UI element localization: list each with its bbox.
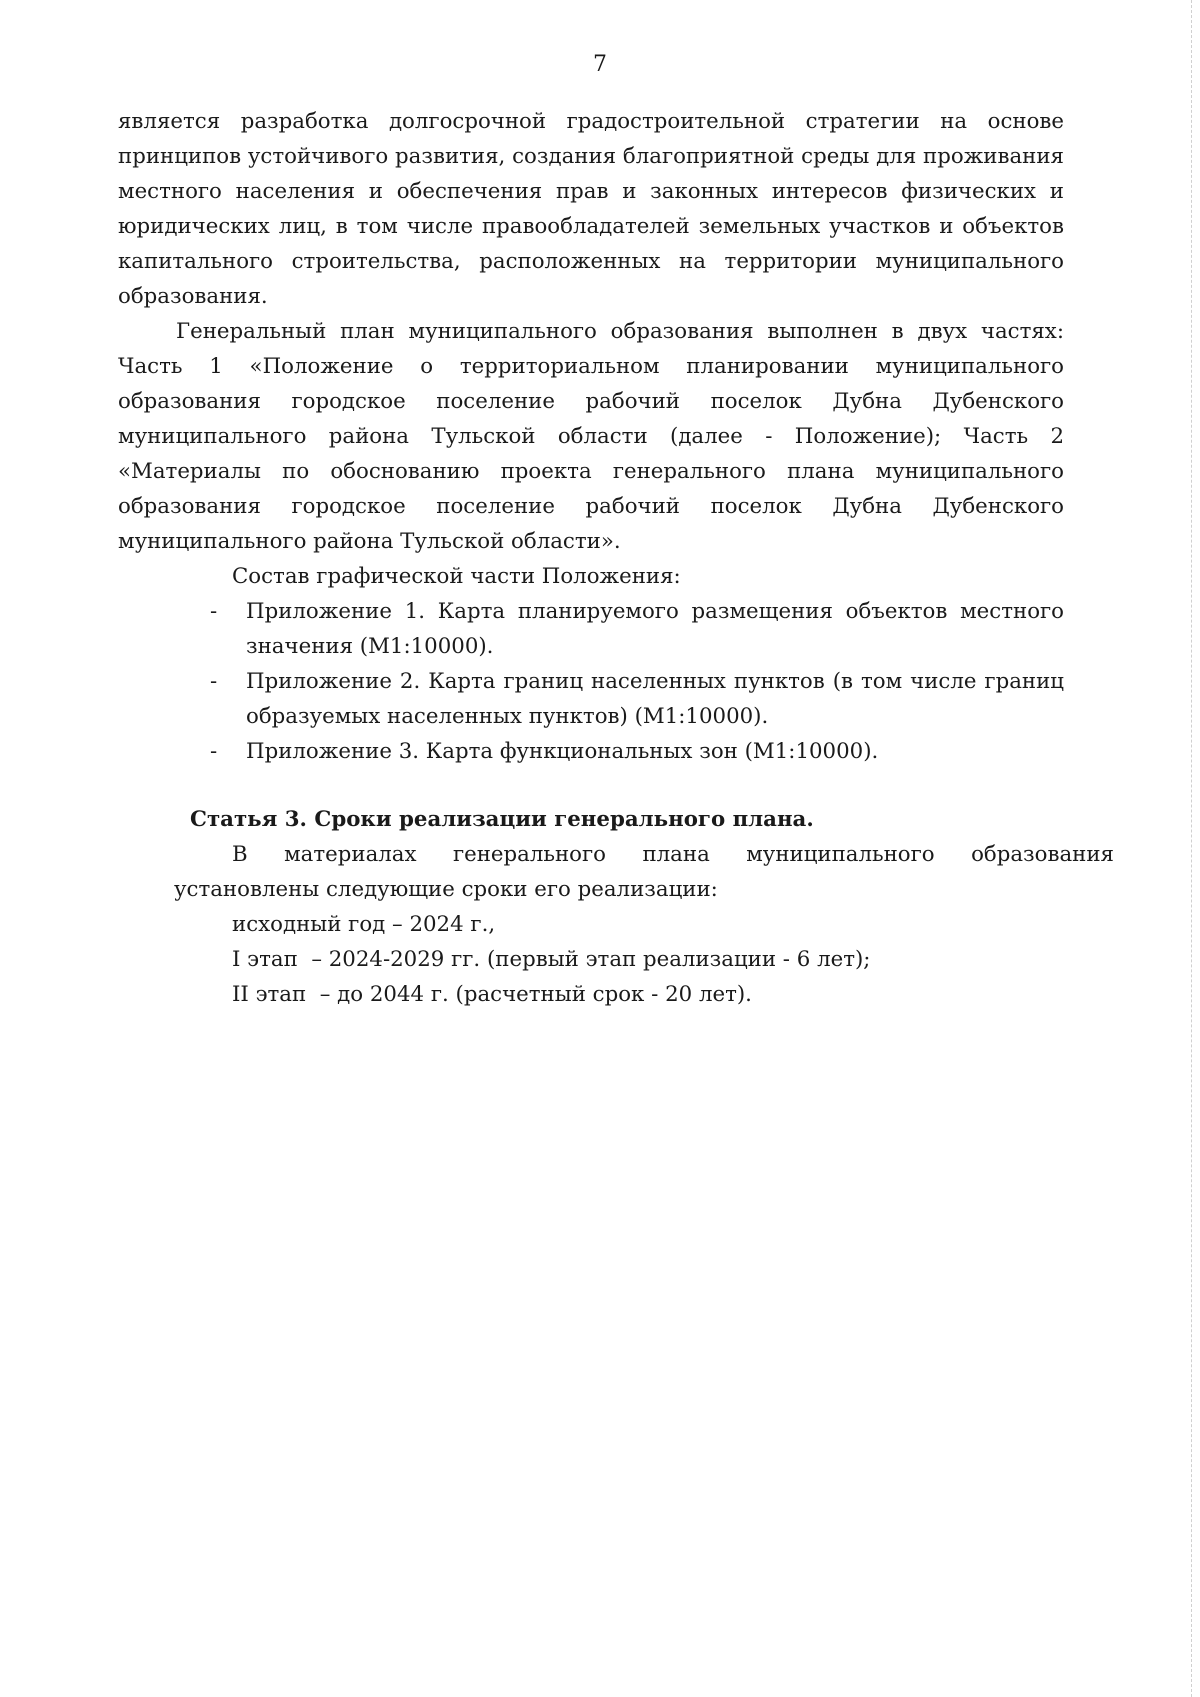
- paragraph-1-text: является разработка долгосрочной градостроительной стратегии на основе принципов устойчивого развития, создания благоприятной среды для проживания местного населения и обеспечения прав и законных интересов физических и юридических лиц, в том числе правообладателей земельных участков и объектов капитального строительства, расположенных на территории муниципального образования.: [118, 109, 1064, 309]
- date-line-stage-1: I этап – 2024-2029 гг. (первый этап реализации - 6 лет);: [232, 947, 871, 972]
- paragraph-1: [118, 104, 1064, 314]
- date-line-stage-2: II этап – до 2044 г. (расчетный срок - 20 лет).: [232, 982, 752, 1007]
- paragraph-2-text: Генеральный план муниципального образования выполнен в двух частях: Часть 1 «Положение о территориальном планировании муниципального образования городское поселение рабочий поселок Дубна Дубенского муниципального района Тульской области (далее - Положение); Часть 2 «Материалы по обоснованию проекта генерального плана муниципального образования городское поселение рабочий поселок Дубна Дубенского муниципального района Тульской области».: [118, 319, 1064, 554]
- date-line-base-year: исходный год – 2024 г.,: [232, 912, 496, 937]
- list-item-text: Приложение 2. Карта границ населенных пунктов (в том числе границ образуемых населенных пунктов) (М1:10000).: [246, 669, 1064, 729]
- paragraph-2: [118, 314, 1064, 559]
- graphic-part-list: [118, 594, 1064, 769]
- page-number: 7: [593, 52, 607, 77]
- list-bullet: -: [210, 739, 218, 764]
- list-item-text: Приложение 3. Карта функциональных зон (М1:10000).: [246, 739, 879, 764]
- list-item: [118, 734, 1064, 769]
- graphic-part-heading: Состав графической части Положения:: [232, 564, 681, 589]
- implementation-dates: [232, 907, 870, 1012]
- scan-margin-line: [1190, 0, 1192, 1697]
- list-bullet: -: [210, 669, 218, 694]
- article-3-body-text: В материалах генерального плана муниципального образования установлены следующие сроки его реализации:: [174, 842, 1114, 902]
- article-3-body: [174, 837, 1114, 907]
- list-item-text: Приложение 1. Карта планируемого размещения объектов местного значения (М1:10000).: [246, 599, 1064, 659]
- list-item: [118, 594, 1064, 664]
- list-item: [118, 664, 1064, 734]
- list-bullet: -: [210, 599, 218, 624]
- article-3-heading: Статья 3. Сроки реализации генерального плана.: [190, 807, 814, 832]
